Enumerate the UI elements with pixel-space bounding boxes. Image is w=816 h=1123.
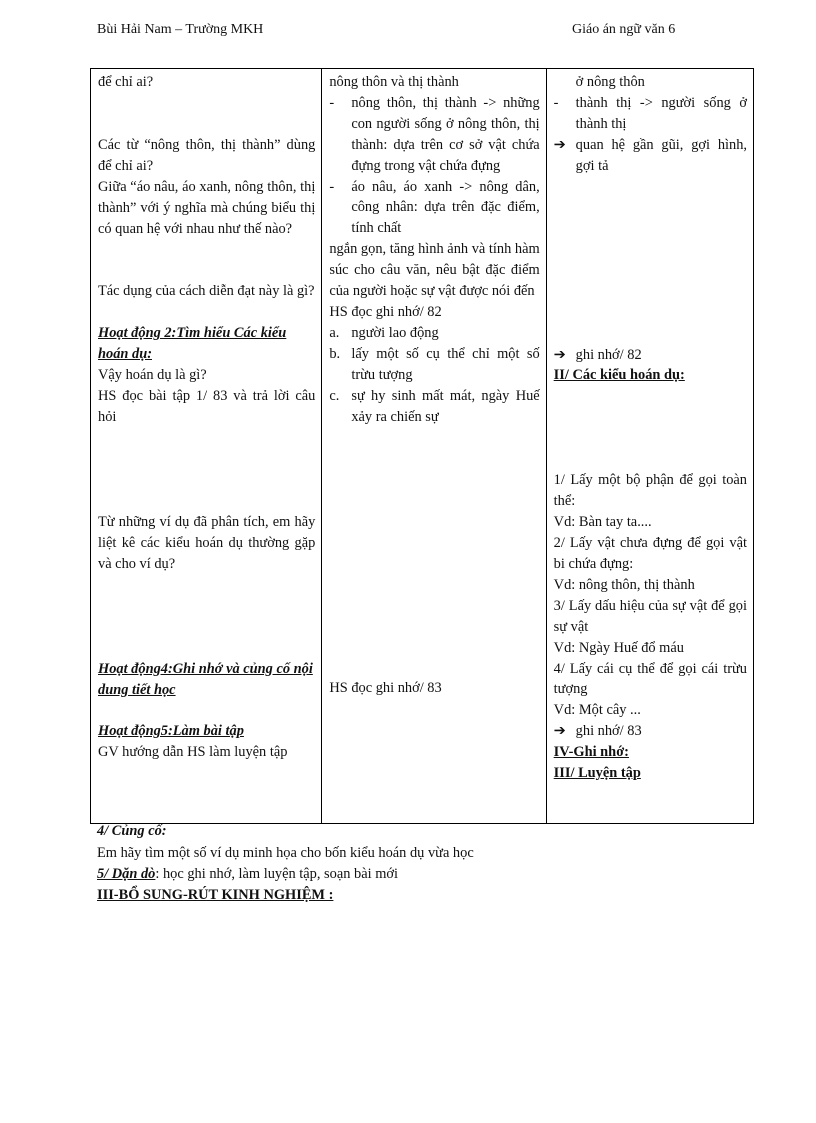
teacher-guidance: GV hướng dẫn HS làm luyện tập	[98, 744, 288, 761]
type-1: 1/ Lấy một bộ phận để gọi toàn thể:	[553, 472, 747, 510]
list-item: c. sự hy sinh mất mát, ngày Huế xảy ra chiến sự	[329, 387, 540, 425]
list-item: ➔ quan hệ gần gũi, gợi hình, gợi tả	[554, 135, 747, 177]
homework-line	[97, 866, 398, 883]
activity-2-title: Hoạt động 2:Tìm hiểu Các kiểu hoán dụ:	[98, 325, 287, 363]
column-answers	[322, 69, 546, 824]
question-nong-thon: Các từ “nông thôn, thị thành” dùng để chỉ ai?	[98, 136, 316, 174]
section-2-heading: II/ Các kiểu hoán dụ:	[553, 367, 685, 384]
lesson-table	[90, 68, 754, 824]
column-activities	[91, 69, 322, 824]
activity-4-title: Hoạt động4:Ghi nhớ và củng cố nội dung tiết học	[98, 660, 313, 698]
arrow-icon: ➔	[553, 136, 566, 153]
consolidation-title: 4/ Củng cố:	[97, 823, 167, 839]
homework-title: 5/ Dặn dò	[97, 866, 156, 882]
table-row	[91, 69, 754, 824]
arrow-icon: ➔	[553, 346, 566, 363]
consolidation-text: Em hãy tìm một số ví dụ minh họa cho bốn kiểu hoán dụ vừa học	[97, 845, 474, 861]
text-line: nông thôn và thị thành	[329, 74, 459, 90]
memo-83-ref: ➔ ghi nhớ/ 83	[554, 721, 747, 742]
question-what-is-metonymy: Vậy hoán dụ là gì?	[98, 367, 207, 384]
type-3-example: Vd: Ngày Huế đổ máu	[553, 639, 684, 656]
question-list-types: Từ những ví dụ đã phân tích, em hãy liệt kê các kiểu hoán dụ thường gặp và cho ví dụ?	[98, 513, 316, 572]
text-line: để chỉ ai?	[98, 74, 154, 90]
arrow-icon: ➔	[553, 723, 566, 740]
type-3: 3/ Lấy dấu hiệu của sự vật để gọi sự vật	[553, 597, 747, 635]
list-item: - thành thị -> người sống ở thành thị	[554, 93, 747, 135]
read-memo-83: HS đọc ghi nhớ/ 83	[329, 680, 442, 697]
memo-82-ref: ➔ ghi nhớ/ 82	[554, 345, 747, 366]
list-item: - áo nâu, áo xanh -> nông dân, công nhân: dựa trên đặc điểm, tính chất	[329, 177, 539, 240]
dash-marker: -	[553, 94, 559, 111]
homework-text: : học ghi nhớ, làm luyện tập, soạn bài mới	[155, 866, 399, 882]
list-item: - nông thôn, thị thành -> những con người sống ở nông thôn, thị thành: dựa trên cơ sở vật chứa đựng trong vật chứa đựng	[329, 93, 539, 177]
text-line: ở nông thôn	[575, 74, 645, 90]
dash-marker: -	[329, 94, 335, 111]
list-item: a. người lao động	[329, 324, 439, 341]
answer-effect: ngắn gọn, tăng hình ảnh và tính hàm súc cho câu văn, nêu bật đặc điểm của người hoặc sự vật được nói đến	[329, 241, 540, 300]
type-2: 2/ Lấy vật chưa đựng để gọi vật bi chứa đựng:	[553, 535, 747, 572]
question-relationship: Giữa “áo nâu, áo xanh, nông thôn, thị thành” với ý nghĩa mà chúng biểu thị có quan hệ với nhau như thế nào?	[98, 178, 316, 237]
read-memo-82: HS đọc ghi nhớ/ 82	[329, 303, 442, 320]
dash-marker: -	[329, 178, 335, 195]
section-3-heading: III/ Luyện tập	[553, 765, 641, 782]
header-subject: Giáo án ngữ văn 6	[572, 22, 676, 37]
section-4-heading: IV-Ghi nhớ:	[553, 744, 629, 761]
list-item: b. lấy một số cụ thể chỉ một số trừu tượng	[329, 345, 540, 383]
supplement-heading: III-BỔ SUNG-RÚT KINH NGHIỆM :	[97, 887, 334, 903]
question-effect: Tác dụng của cách diễn đạt này là gì?	[98, 283, 315, 300]
activity-5-title: Hoạt động5:Làm bài tập	[98, 723, 244, 740]
header-author: Bùi Hải Nam – Trường MKH	[97, 22, 264, 37]
type-1-example: Vd: Bàn tay ta....	[553, 514, 652, 531]
exercise-instruction: HS đọc bài tập 1/ 83 và trả lời câu hỏi	[98, 388, 316, 425]
type-2-example: Vd: nông thôn, thị thành	[553, 576, 695, 593]
column-content	[546, 69, 753, 824]
type-4: 4/ Lấy cái cụ thể để gọi cái trừu tượng	[553, 660, 747, 698]
type-4-example: Vd: Một cây ...	[553, 702, 641, 719]
